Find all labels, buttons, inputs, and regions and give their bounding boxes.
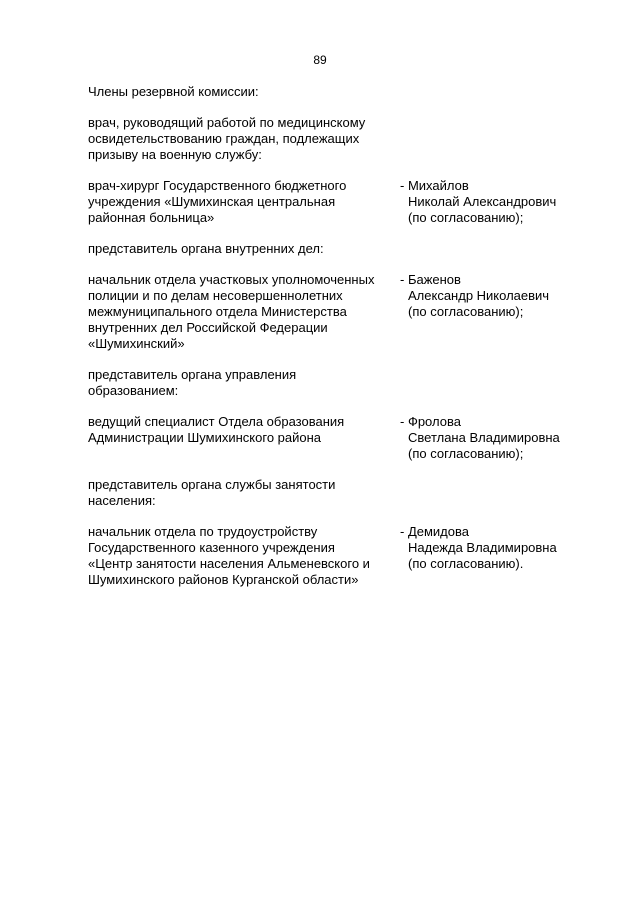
document-body (88, 84, 588, 603)
heading-line: врач, руководящий работой по медицинскому (88, 115, 366, 130)
member-position (88, 414, 400, 446)
position-line: Государственного казенного учреждения (88, 540, 335, 555)
heading-line: освидетельствованию граждан, подлежащих (88, 131, 360, 146)
heading-line: представитель органа внутренних дел: (88, 241, 324, 256)
position-line: Шумихинского районов Курганской области» (88, 572, 359, 587)
position-line: внутренних дел Российской Федерации (88, 320, 328, 335)
name-given: Светлана Владимировна (408, 430, 560, 445)
member-name (400, 524, 588, 572)
member-position (88, 178, 400, 226)
name-given: Николай Александрович (408, 194, 557, 209)
member-position (88, 272, 400, 352)
position-line: «Шумихинский» (88, 336, 185, 351)
member-row-bazhenov (88, 272, 588, 352)
section-title: Члены резервной комиссии: (88, 84, 259, 99)
name-note: (по согласованию); (408, 304, 524, 319)
member-row-demidova (88, 524, 588, 588)
position-line: межмуниципального отдела Министерства (88, 304, 347, 319)
position-line: начальник отдела по трудоустройству (88, 524, 318, 539)
position-line: районная больница» (88, 210, 215, 225)
member-name (400, 414, 588, 462)
name-note: (по согласованию). (408, 556, 524, 571)
section-heading-police (88, 241, 588, 257)
heading-line: образованием: (88, 383, 179, 398)
position-line: Администрации Шумихинского района (88, 430, 322, 445)
heading-line: призыву на военную службу: (88, 147, 262, 162)
position-line: начальник отдела участковых уполномоченных (88, 272, 375, 287)
position-line: ведущий специалист Отдела образования (88, 414, 345, 429)
heading-line: представитель органа управления (88, 367, 297, 382)
name-note: (по согласованию); (408, 446, 524, 461)
name-given: Александр Николаевич (408, 288, 550, 303)
member-name (400, 272, 588, 320)
position-line: врач-хирург Государственного бюджетного (88, 178, 347, 193)
name-given: Надежда Владимировна (408, 540, 557, 555)
name-surname: - Демидова (400, 524, 469, 539)
page-number: 89 (313, 53, 327, 67)
section-heading-medical (88, 115, 588, 163)
member-row-frolova (88, 414, 588, 462)
member-name (400, 178, 588, 226)
name-note: (по согласованию); (408, 210, 524, 225)
heading-line: представитель органа службы занятости (88, 477, 336, 492)
member-position (88, 524, 400, 588)
section-heading-education (88, 367, 588, 399)
position-line: полиции и по делам несовершеннолетних (88, 288, 343, 303)
position-line: «Центр занятости населения Альменевского и (88, 556, 370, 571)
name-surname: - Михайлов (400, 178, 469, 193)
member-row-mikhailov (88, 178, 588, 226)
heading-line: населения: (88, 493, 156, 508)
name-surname: - Фролова (400, 414, 461, 429)
section-heading-employment (88, 477, 588, 509)
position-line: учреждения «Шумихинская центральная (88, 194, 336, 209)
name-surname: - Баженов (400, 272, 461, 287)
